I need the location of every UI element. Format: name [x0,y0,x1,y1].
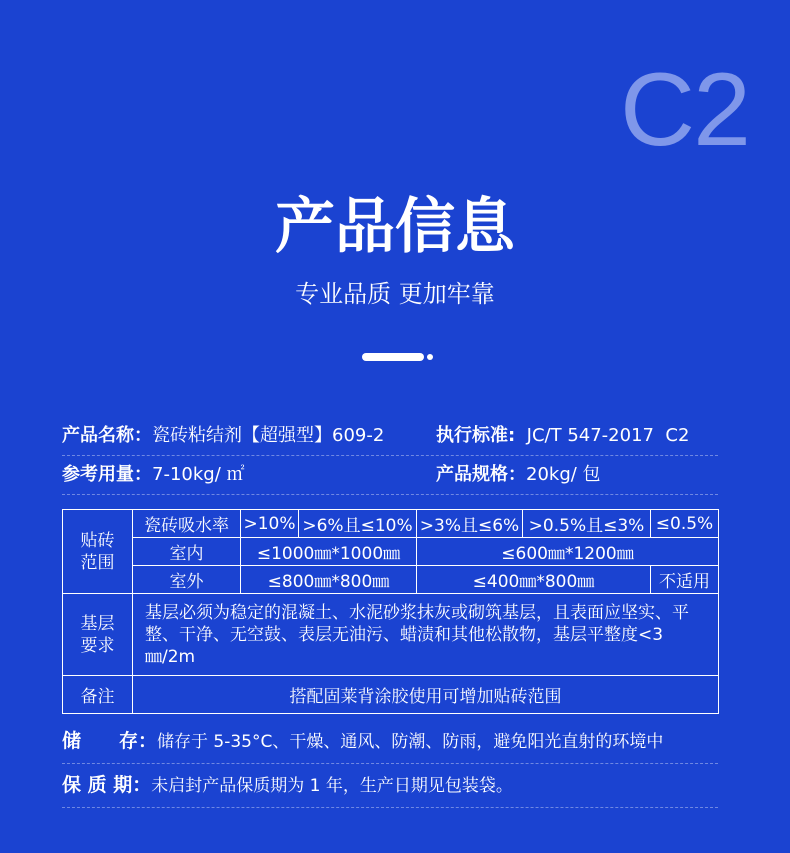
shelf-life-value: 未启封产品保质期为 1 年，生产日期见包装袋。 [151,776,513,796]
usage-value: 7-10kg/ ㎡ [152,464,245,485]
divider-dot [427,354,433,360]
absorption-label: 瓷砖吸水率 [133,510,241,538]
indoor-label: 室内 [133,538,241,566]
base-label [63,594,133,676]
product-name-label: 产品名称： [62,425,152,446]
note-row [63,676,719,714]
page-subtitle: 专业品质 更加牢靠 [295,280,495,308]
outdoor-label: 室外 [133,566,241,594]
page-title: 产品信息 [275,192,515,262]
spec-label: 产品规格： [436,464,526,485]
storage-label: 储 存： [62,730,158,752]
info-row-usage-spec [62,455,718,495]
grade-badge: C2 [620,52,749,168]
indoor-row [63,538,719,566]
absorption-cell: >3%且≤6% [417,510,523,538]
product-name-field [62,416,384,456]
standard-label: 执行标准: [436,425,516,446]
absorption-cell: >10% [241,510,299,538]
indoor-cell: ≤600㎜*1200㎜ [417,538,719,566]
usage-field [62,455,245,495]
storage-row [62,718,718,764]
base-requirement-text: 基层必须为稳定的混凝土、水泥砂浆抹灰或砌筑基层，且表面应坚实、平整、干净、无空鼓、表层无油污、蜡渍和其他松散物，基层平整度<3㎜/2m [133,594,719,676]
base-row [63,594,719,676]
spec-value: 20kg/ 包 [526,464,601,485]
usage-label: 参考用量： [62,464,152,485]
spec-field [436,455,601,495]
storage-value: 储存于 5-35°C、干燥、通风、防潮、防雨，避免阳光直射的环境中 [157,732,664,752]
info-row-name-standard [62,416,718,456]
absorption-cell: >6%且≤10% [299,510,417,538]
indoor-cell: ≤1000㎜*1000㎜ [241,538,417,566]
shelf-life-label: 保 质 期： [62,774,152,796]
standard-value: JC/T 547-2017 C2 [526,425,690,446]
note-label: 备注 [63,676,133,714]
outdoor-row [63,566,719,594]
outdoor-cell: ≤800㎜*800㎜ [241,566,417,594]
spec-table [62,509,719,714]
absorption-cell: ≤0.5% [651,510,719,538]
note-text: 搭配固莱背涂胶使用可增加贴砖范围 [133,676,719,714]
range-label-text: 贴砖 范围 [80,530,115,573]
base-label-text: 基层 要求 [80,613,115,656]
product-name-value: 瓷砖粘结剂【超强型】609-2 [152,425,385,446]
divider-bar [362,353,424,361]
outdoor-cell: ≤400㎜*800㎜ [417,566,651,594]
standard-field [436,416,689,456]
outdoor-cell: 不适用 [651,566,719,594]
range-label [63,510,133,594]
absorption-cell: >0.5%且≤3% [523,510,651,538]
shelf-life-row [62,762,718,808]
absorption-row [63,510,719,538]
